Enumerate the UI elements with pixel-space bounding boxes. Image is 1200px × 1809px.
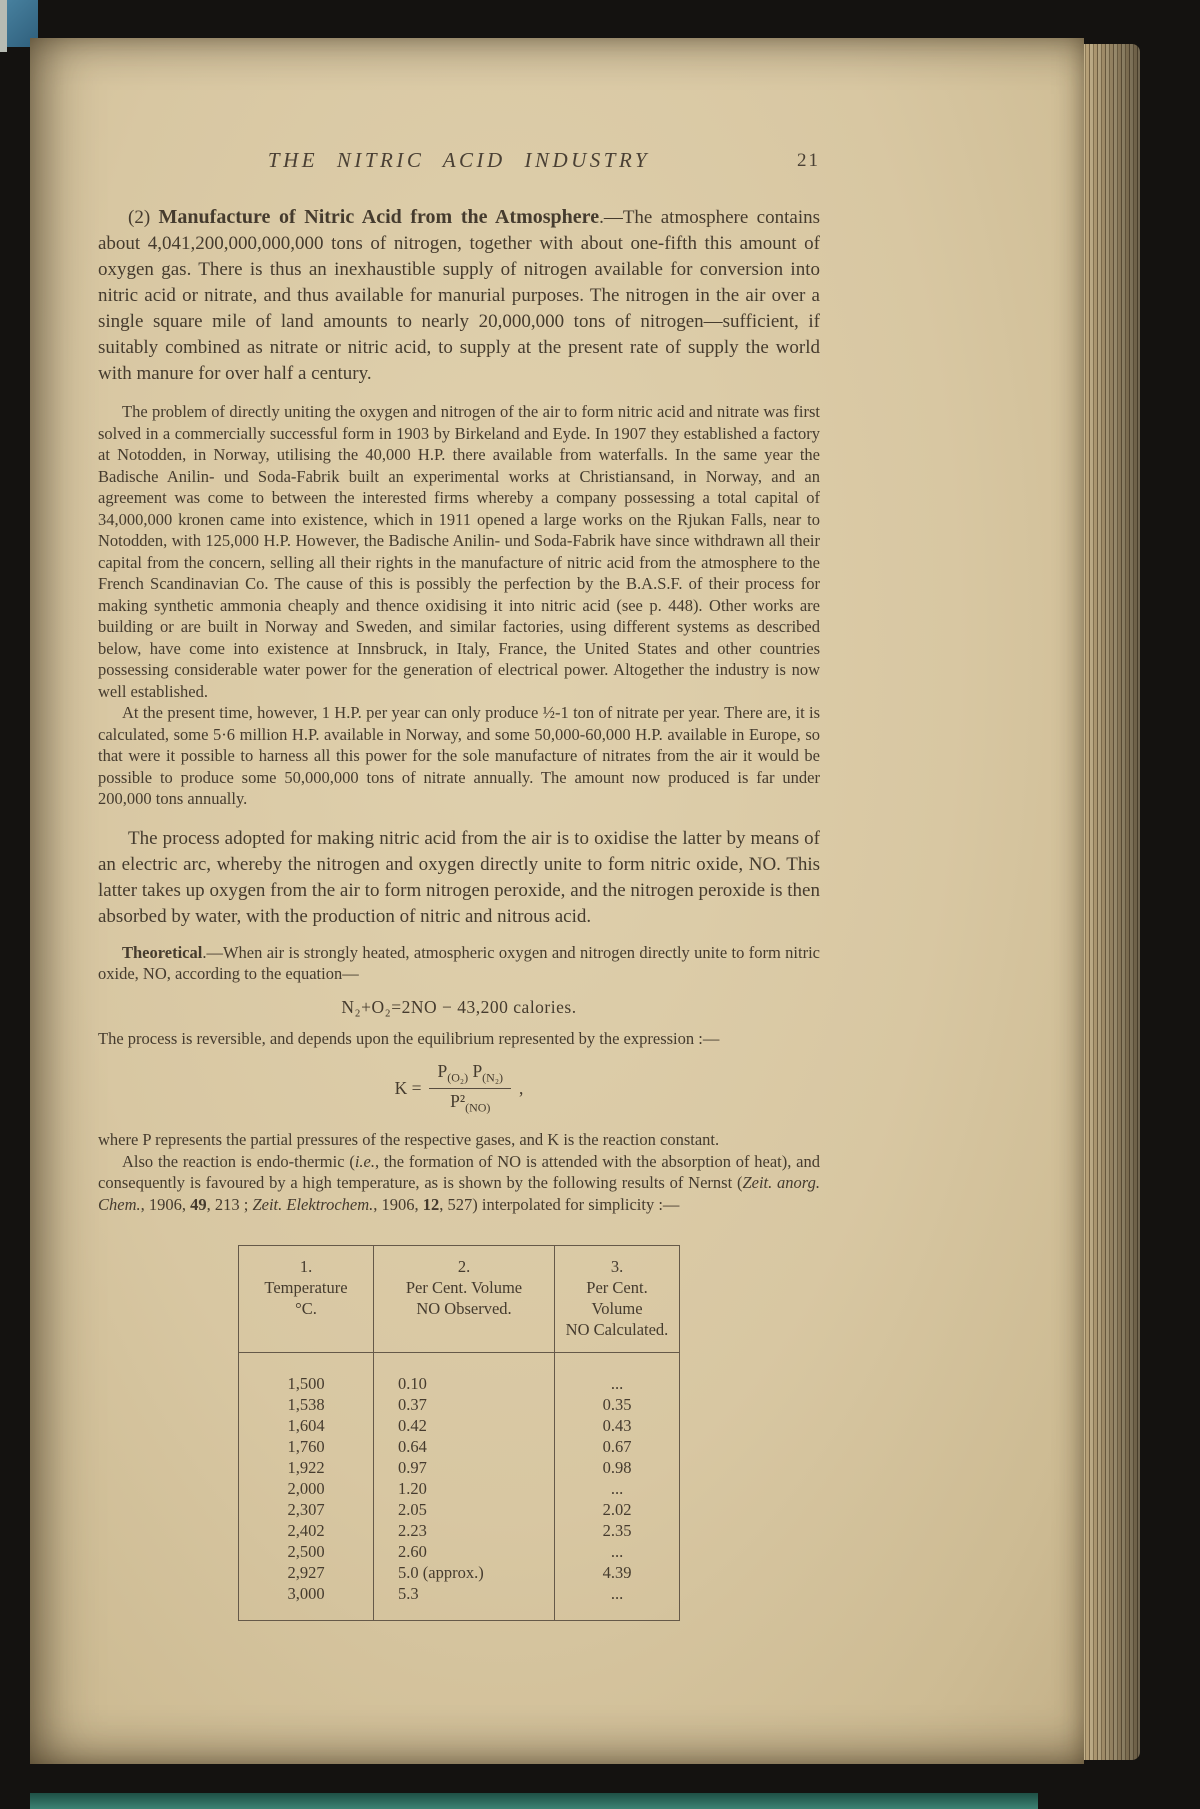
table-header <box>239 1246 680 1353</box>
table-row <box>239 1394 680 1415</box>
table-cell: 0.67 <box>555 1436 680 1457</box>
table-cell: ... <box>555 1353 680 1395</box>
table-cell: 1,538 <box>239 1394 374 1415</box>
equation-equilibrium-constant <box>98 1061 820 1115</box>
fraction-numerator <box>429 1061 511 1089</box>
table-cell: ... <box>555 1583 680 1621</box>
book-page <box>30 38 1084 1764</box>
table-row <box>239 1562 680 1583</box>
paragraph-endothermic: Also the reaction is endo-thermic (i.e., the formation of NO is attended with the absorption of heat), and consequently is favoured by a high temperature, as is shown by the following results of Nernst (Zeit. anorg. Chem., 1906, 49, 213 ; Zeit. Elektrochem., 1906, 12, 527) interpolated for simplicity :— <box>98 1151 820 1214</box>
table-cell: 2.02 <box>555 1499 680 1520</box>
oxygen-subscript: (O₂) <box>447 1070 469 1085</box>
ie-abbrev: i.e. <box>354 1151 375 1171</box>
table-cell: 3,000 <box>239 1583 374 1621</box>
table-cell: 5.3 <box>374 1583 555 1621</box>
pressure-squared-symbol: P² <box>450 1090 466 1111</box>
table-cell: 2,402 <box>239 1520 374 1541</box>
table-row <box>239 1541 680 1562</box>
table-cell: 2,500 <box>239 1541 374 1562</box>
table-row <box>239 1436 680 1457</box>
table-cell: 0.37 <box>374 1394 555 1415</box>
table-row <box>239 1499 680 1520</box>
theoretical-label: Theoretical <box>122 942 203 962</box>
table-row <box>239 1457 680 1478</box>
table-cell: 0.42 <box>374 1415 555 1436</box>
volume-12: 12 <box>422 1194 440 1214</box>
table-cell: 4.39 <box>555 1562 680 1583</box>
table-cell: 1,604 <box>239 1415 374 1436</box>
table-cell: 2.23 <box>374 1520 555 1541</box>
table-cell: 2.35 <box>555 1520 680 1541</box>
nitric-oxide-subscript: (NO) <box>465 1100 491 1114</box>
paragraph-capacity: At the present time, however, 1 H.P. per year can only produce ½-1 ton of nitrate per year. There are, it is calculated, some 5·6 million H.P. available in Norway, and some 50,000-60,000 H.P. available in Europe, so that were it possible to harness all this power for the sole manufacture of nitrates from the air it would be possible to produce some 50,000,000 tons of nitrate annually. The amount now produced is far under 200,000 tons annually. <box>98 703 820 808</box>
table-cell: 0.98 <box>555 1457 680 1478</box>
paragraph-partial-pressures: where P represents the partial pressures of the respective gases, and K is the reaction constant. <box>98 1130 720 1149</box>
nitrogen-subscript: (N₂) <box>482 1070 504 1085</box>
table-cell: 2,307 <box>239 1499 374 1520</box>
table-cell: 2.60 <box>374 1541 555 1562</box>
running-head: THE NITRIC ACID INDUSTRY <box>267 148 651 172</box>
table-row <box>239 1353 680 1395</box>
theoretical-body: .—When air is strongly heated, atmospheric oxygen and nitrogen directly unite to form nitric oxide, NO, according to the equation— <box>98 942 820 983</box>
page-number: 21 <box>797 150 820 171</box>
page-edges <box>1082 44 1140 1760</box>
table-cell: ... <box>555 1541 680 1562</box>
table-cell: ... <box>555 1478 680 1499</box>
section-heading: Manufacture of Nitric Acid from the Atmosphere <box>158 206 600 228</box>
table-cell: 1,922 <box>239 1457 374 1478</box>
table-cell: 0.97 <box>374 1457 555 1478</box>
pressure-symbol: P <box>437 1061 448 1081</box>
column-header-no-observed: 2. Per Cent. Volume NO Observed. <box>374 1246 555 1353</box>
scan-edge-sliver <box>0 0 7 52</box>
paragraph-manufacture <box>98 204 820 387</box>
table-cell: 1,760 <box>239 1436 374 1457</box>
table-row <box>239 1478 680 1499</box>
section-marker: (2) <box>128 207 159 228</box>
cover-bottom-edge <box>30 1793 1038 1809</box>
table-row <box>239 1415 680 1436</box>
section-body: .—The atmosphere contains about 4,041,200,000,000,000 tons of nitrogen, together with about one-fifth this amount of oxygen gas. There is thus an inexhaustible supply of nitrogen available for conversion into nitric acid or nitrate, and thus available for manurial purposes. The nitrogen in the air over a single square mile of land amounts to nearly 20,000,000 tons of nitrogen—sufficient, if suitably combined as nitrate or nitric acid, to supply at the present rate of supply the world with manure for over half a century. <box>98 207 821 384</box>
table-row <box>239 1583 680 1621</box>
table-row <box>239 1520 680 1541</box>
table-cell: 5.0 (approx.) <box>374 1562 555 1583</box>
column-header-no-calculated: 3. Per Cent. Volume NO Calculated. <box>555 1246 680 1353</box>
equation-heat-of-formation: N₂+O₂=2NO − 43,200 calories. <box>341 996 577 1017</box>
journal-zeit-anorg-chem: Zeit. anorg. Chem. <box>98 1173 820 1214</box>
table-cell: 2,927 <box>239 1562 374 1583</box>
table-cell: 0.10 <box>374 1353 555 1395</box>
table-cell: 2.05 <box>374 1499 555 1520</box>
equilibrium-fraction <box>429 1061 511 1115</box>
table-cell: 0.35 <box>555 1394 680 1415</box>
paragraph-process: The process adopted for making nitric acid from the air is to oxidise the latter by means of an electric arc, whereby the nitrogen and oxygen directly unite to form nitric oxide, NO. This latter takes up oxygen from the air to form nitrogen peroxide, and the nitrogen peroxide is then absorbed by water, with the production of nitric and nitrous acid. <box>98 827 820 927</box>
nernst-results-table <box>238 1245 680 1621</box>
volume-49: 49 <box>190 1194 207 1214</box>
journal-zeit-elektrochem: Zeit. Elektrochem. <box>252 1194 374 1214</box>
fraction-denominator <box>450 1089 490 1116</box>
equation-comma: , <box>519 1077 524 1098</box>
table-cell: 1.20 <box>374 1478 555 1499</box>
table-cell: 0.64 <box>374 1436 555 1457</box>
table-cell: 2,000 <box>239 1478 374 1499</box>
page-content <box>98 38 820 1764</box>
equilibrium-lhs: K = <box>394 1077 422 1098</box>
pressure-symbol: P <box>472 1061 483 1081</box>
paragraph-reversible: The process is reversible, and depends upon the equilibrium represented by the expression :— <box>98 1028 720 1048</box>
column-header-temperature: 1. Temperature °C. <box>239 1246 374 1353</box>
paragraph-history: The problem of directly uniting the oxygen and nitrogen of the air to form nitric acid and nitrate was first solved in a commercially successful form in 1903 by Birkeland and Eyde. In 1907 they established a factory at Notodden, in Norway, utilising the 40,000 H.P. there available from waterfalls. In the same year the Badische Anilin- und Soda-Fabrik built an experimental works at Christiansand, in Norway, and an agreement was come to between the interested firms whereby a company possessing a total capital of 34,000,000 kronen came into existence, which in 1911 opened a large works on the Rjukan Falls, near to Notodden, with 125,000 H.P. However, the Badische Anilin- und Soda-Fabrik have since withdrawn all their capital from the concern, selling all their rights in the manufacture of nitric acid from the atmosphere to the French Scandinavian Co. The cause of this is possibly the perfection by the B.A.S.F. of their process for making synthetic ammonia cheaply and thence oxidising it into nitric acid (see p. 448). Other works are building or are built in Norway and Sweden, and similar factories, using different systems as described below, have come into existence at Innsbruck, in Italy, France, the United States and other countries possessing considerable water power for the generation of electrical power. Altogether the industry is now well established. <box>98 402 820 701</box>
paragraph-theoretical <box>98 942 820 985</box>
results-table-body <box>239 1353 680 1621</box>
table-cell: 0.43 <box>555 1415 680 1436</box>
running-head-row <box>98 148 820 176</box>
table-cell: 1,500 <box>239 1353 374 1395</box>
